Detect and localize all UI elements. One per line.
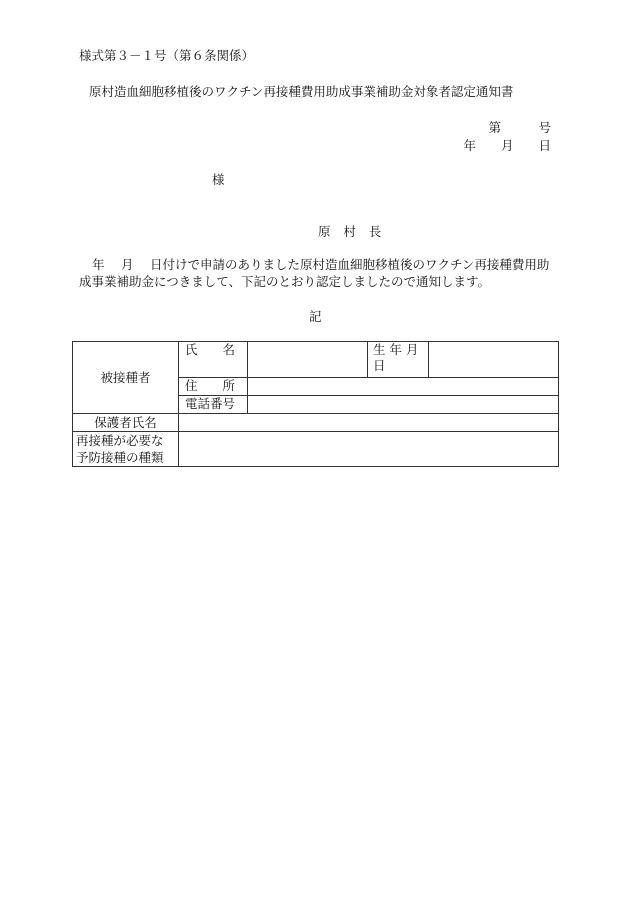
issuer-name: 原 村 長 [318, 224, 382, 239]
guardian-label: 保護者氏名 [73, 414, 179, 432]
vaccinee-label: 被接種者 [73, 342, 179, 414]
document-number: 第 号 [488, 120, 551, 135]
details-table [72, 341, 559, 467]
document-date: 年 月 日 [463, 138, 551, 153]
phone-value-cell[interactable] [248, 396, 559, 414]
recipient-suffix: 様 [212, 172, 225, 187]
birthdate-label: 生 年 月日 [368, 342, 429, 378]
vaccine-type-value-cell[interactable] [179, 432, 559, 467]
address-label: 住 所 [179, 378, 248, 396]
ki-heading: 記 [309, 309, 322, 324]
document-title: 原村造血細胞移植後のワクチン再接種費用助成事業補助金対象者認定通知書 [89, 84, 514, 99]
form-number: 様式第３－１号（第６条関係） [79, 48, 255, 63]
phone-label: 電話番号 [179, 396, 248, 414]
name-value-cell[interactable] [248, 342, 368, 378]
name-label: 氏 名 [179, 342, 248, 378]
birthdate-value-cell[interactable] [429, 342, 559, 378]
address-value-cell[interactable] [248, 378, 559, 396]
vaccine-type-label: 再接種が必要な予防接種の種類 [73, 432, 179, 467]
guardian-value-cell[interactable] [179, 414, 559, 432]
notice-body: 年 月 日付けで申請のありました原村造血細胞移植後のワクチン再接種費用助成事業補助金につきまして、下記のとおり認定しましたので通知します。 [79, 257, 550, 289]
